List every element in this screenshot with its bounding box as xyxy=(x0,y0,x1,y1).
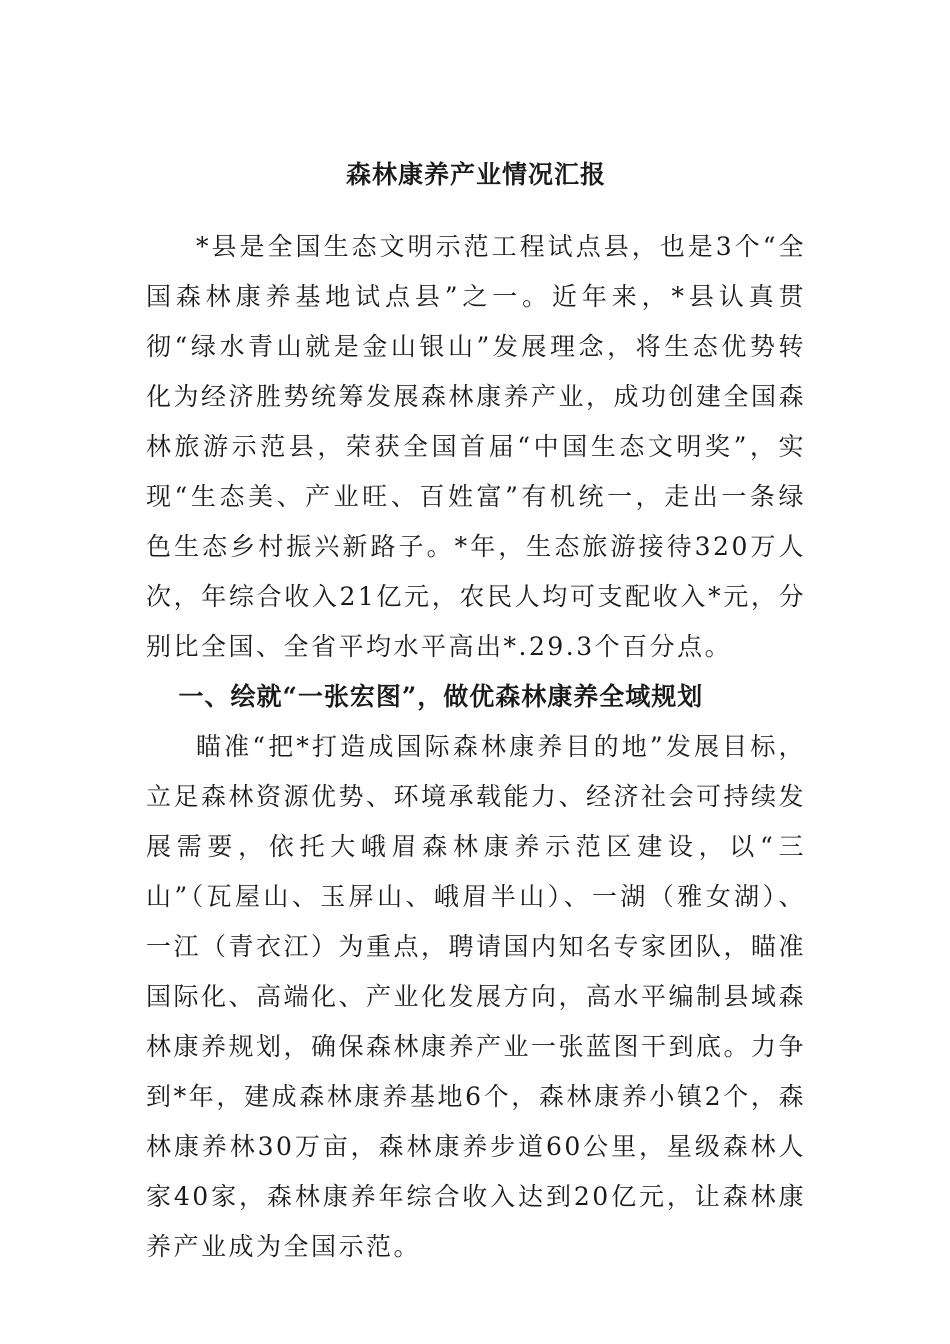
section-1-paragraph: 瞄准“把*打造成国际森林康养目的地”发展目标，立足森林资源优势、环境承载能力、经济社会可持续发展需要，依托大峨眉森林康养示范区建设，以“三山”（瓦屋山、玉屏山、峨眉半山）、一湖（雅女湖）、一江（青衣江）为重点，聘请国内知名专家团队，瞄准国际化、高端化、产业化发展方向，高水平编制县域森林康养规划，确保森林康养产业一张蓝图干到底。力争到*年，建成森林康养基地6个，森林康养小镇2个，森林康养林30万亩，森林康养步道60公里，星级森林人家40家，森林康养年综合收入达到20亿元，让森林康养产业成为全国示范。 xyxy=(146,732,807,1261)
document-page xyxy=(146,150,806,1272)
intro-paragraph: *县是全国生态文明示范工程试点县，也是3个“全国森林康养基地试点县”之一。近年来，*县认真贯彻“绿水青山就是金山银山”发展理念，将生态优势转化为经济胜势统筹发展森林康养产业，成功创建全国森林旅游示范县，荣获全国首届“中国生态文明奖”，实现“生态美、产业旺、百姓富”有机统一，走出一条绿色生态乡村振兴新路子。*年，生态旅游接待320万人次，年综合收入21亿元，农民人均可支配收入*元，分别比全国、全省平均水平高出*.29.3个百分点。 xyxy=(146,232,807,661)
section-1-heading: 一、绘就“一张宏图”，做优森林康养全域规划 xyxy=(178,682,704,711)
document-title: 森林康养产业情况汇报 xyxy=(345,160,606,189)
